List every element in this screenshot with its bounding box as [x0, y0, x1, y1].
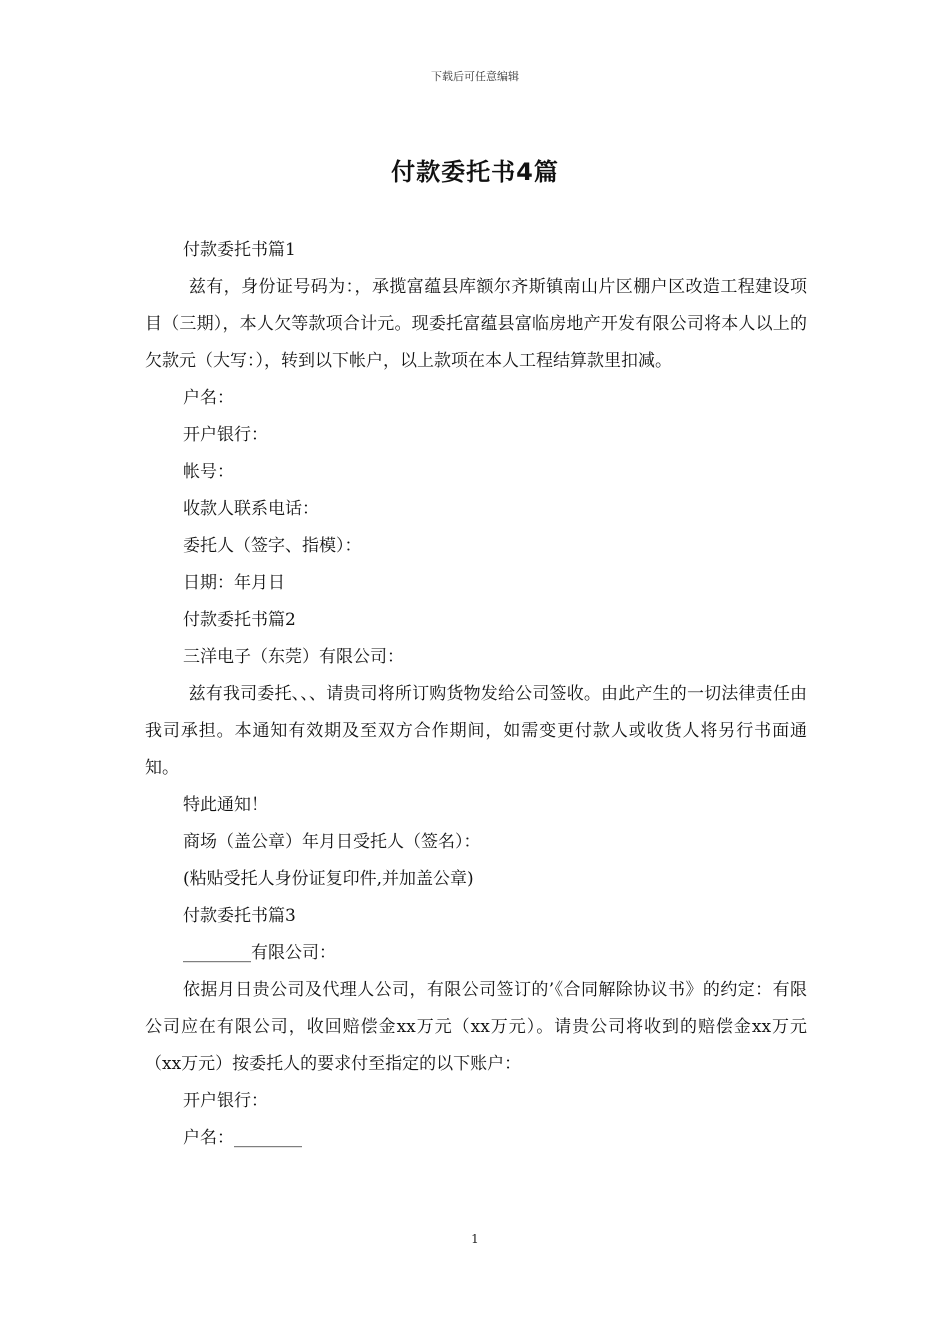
document-body	[145, 232, 807, 1157]
field-account-name: 户名：	[183, 388, 234, 408]
company-line: ________有限公司：	[183, 943, 336, 963]
field-bank: 开户银行：	[183, 425, 268, 445]
addressee-line: 三洋电子（东莞）有限公司：	[183, 647, 404, 667]
field-account-number: 帐号：	[183, 462, 234, 482]
paragraph-1: 兹有，身份证号码为：，承揽富蕴县库额尔齐斯镇南山片区棚户区改造工程建设项目（三期），本人欠等款项合计元。现委托富蕴县富临房地产开发有限公司将本人以上的欠款元（大写：），转到以下帐户，以上款项在本人工程结算款里扣减。	[145, 277, 808, 371]
paragraph-2: 兹有我司委托、、、请贵司将所订购货物发给公司签收。由此产生的一切法律责任由我司承担。本通知有效期及至双方合作期间，如需变更付款人或收货人将另行书面通知。	[145, 684, 808, 778]
header-note: 下载后可任意编辑	[431, 70, 519, 83]
attachment-note: (粘贴受托人身份证复印件,并加盖公章)	[183, 869, 474, 889]
notice-line: 特此通知！	[183, 795, 268, 815]
paragraph-3: 依据月日贵公司及代理人公司，有限公司签订的’《合同解除协议书》的约定：有限公司应在有限公司，收回赔偿金xx万元（xx万元）。请贵公司将收到的赔偿金xx万元（xx万元）按委托人的要求付至指定的以下账户：	[145, 980, 807, 1074]
page-number: 1	[471, 1232, 479, 1246]
section-heading-1: 付款委托书篇1	[183, 240, 296, 260]
document-title: 付款委托书4篇	[391, 158, 559, 186]
section-heading-3: 付款委托书篇3	[183, 906, 296, 926]
field-account-name-2: 户名：________	[183, 1128, 302, 1148]
field-bank-2: 开户银行：	[183, 1091, 268, 1111]
field-date: 日期：年月日	[183, 573, 285, 593]
field-payee-phone: 收款人联系电话：	[183, 499, 319, 519]
field-principal-signature: 委托人（签字、指模）：	[183, 536, 362, 556]
section-heading-2: 付款委托书篇2	[183, 610, 296, 630]
stamp-signature-line: 商场（盖公章）年月日受托人（签名）：	[183, 832, 481, 852]
